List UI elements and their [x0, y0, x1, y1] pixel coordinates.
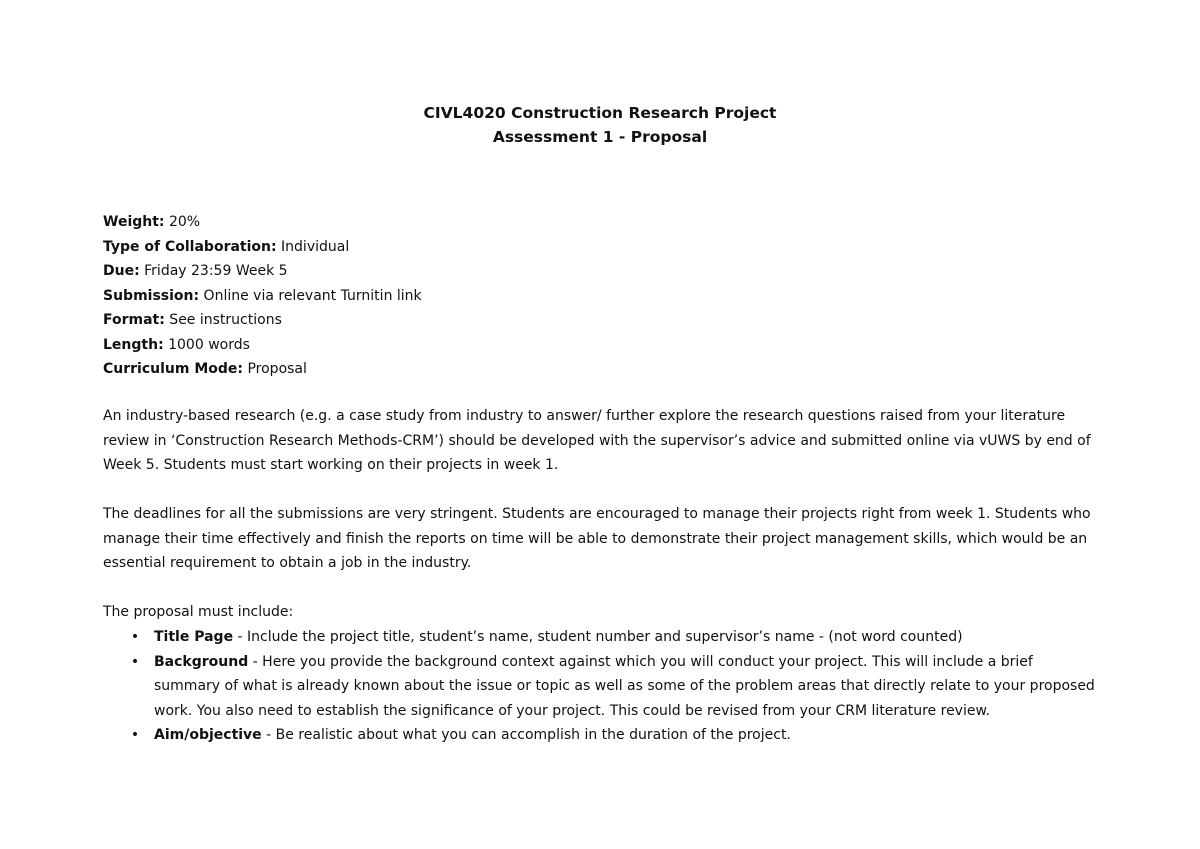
detail-value: Individual [276, 238, 350, 255]
detail-label: Submission: [103, 287, 200, 304]
intro-paragraph: An industry-based research (e.g. a case study from industry to answer/ further explore the research questions raised from your literature review in ‘Construction Research Methods-CRM’) should be developed with the supervisor’s advice and submitted online via vUWS by end of Week 5. Students must start working on their projects in week 1. [103, 408, 1091, 473]
list-item-term: Aim/objective [154, 727, 262, 743]
assessment-details [103, 210, 422, 382]
list-item-text: - Include the project title, student’s name, student number and supervisor’s name - (not word counted) [233, 629, 963, 645]
detail-curriculum-mode [103, 357, 422, 382]
course-title: CIVL4020 Construction Research Project [423, 104, 777, 122]
bullet-icon: • [130, 629, 140, 645]
list-item-term: Title Page [154, 629, 234, 645]
detail-value: 1000 words [163, 336, 250, 353]
assessment-title: Assessment 1 - Proposal [492, 128, 708, 146]
detail-weight [103, 210, 422, 235]
document-title [0, 101, 1200, 149]
detail-submission [103, 284, 422, 309]
detail-label: Length: [103, 336, 164, 353]
detail-value: Proposal [243, 361, 307, 377]
detail-collaboration [103, 235, 422, 260]
list-item-text: - Be realistic about what you can accomplish in the duration of the project. [261, 727, 791, 743]
detail-value: See instructions [164, 312, 282, 328]
proposal-intro: The proposal must include: [103, 604, 294, 620]
list-item [103, 650, 1103, 724]
detail-due [103, 259, 422, 284]
detail-label: Weight: [103, 214, 165, 230]
detail-label: Format: [103, 312, 165, 328]
deadlines-paragraph: The deadlines for all the submissions are very stringent. Students are encouraged to manage their projects right from week 1. Students who manage their time effectively and finish the reports on time will be able to demonstrate their project management skills, which would be an essential requirement to obtain a job in the industry. [103, 506, 1091, 571]
detail-label: Type of Collaboration: [103, 238, 277, 255]
bullet-icon: • [130, 653, 140, 670]
proposal-requirements-list [103, 625, 1103, 748]
detail-label: Due: [103, 263, 140, 279]
detail-value: Friday 23:59 Week 5 [139, 263, 288, 279]
list-item-text: - Here you provide the background context against which you will conduct your project. This will include a brief summary of what is already known about the issue or topic as well as some of the problem areas that directly relate to your proposed work. You also need to establish the significance of your project. This could be revised from your CRM literature review. [154, 653, 1095, 719]
list-item [103, 723, 1103, 748]
detail-label: Curriculum Mode: [103, 361, 244, 377]
detail-length [103, 333, 422, 358]
list-item [103, 625, 1103, 650]
detail-format [103, 308, 422, 333]
list-item-term: Background [154, 653, 249, 670]
bullet-icon: • [130, 727, 140, 743]
detail-value: 20% [164, 214, 201, 230]
detail-value: Online via relevant Turnitin link [199, 287, 422, 304]
